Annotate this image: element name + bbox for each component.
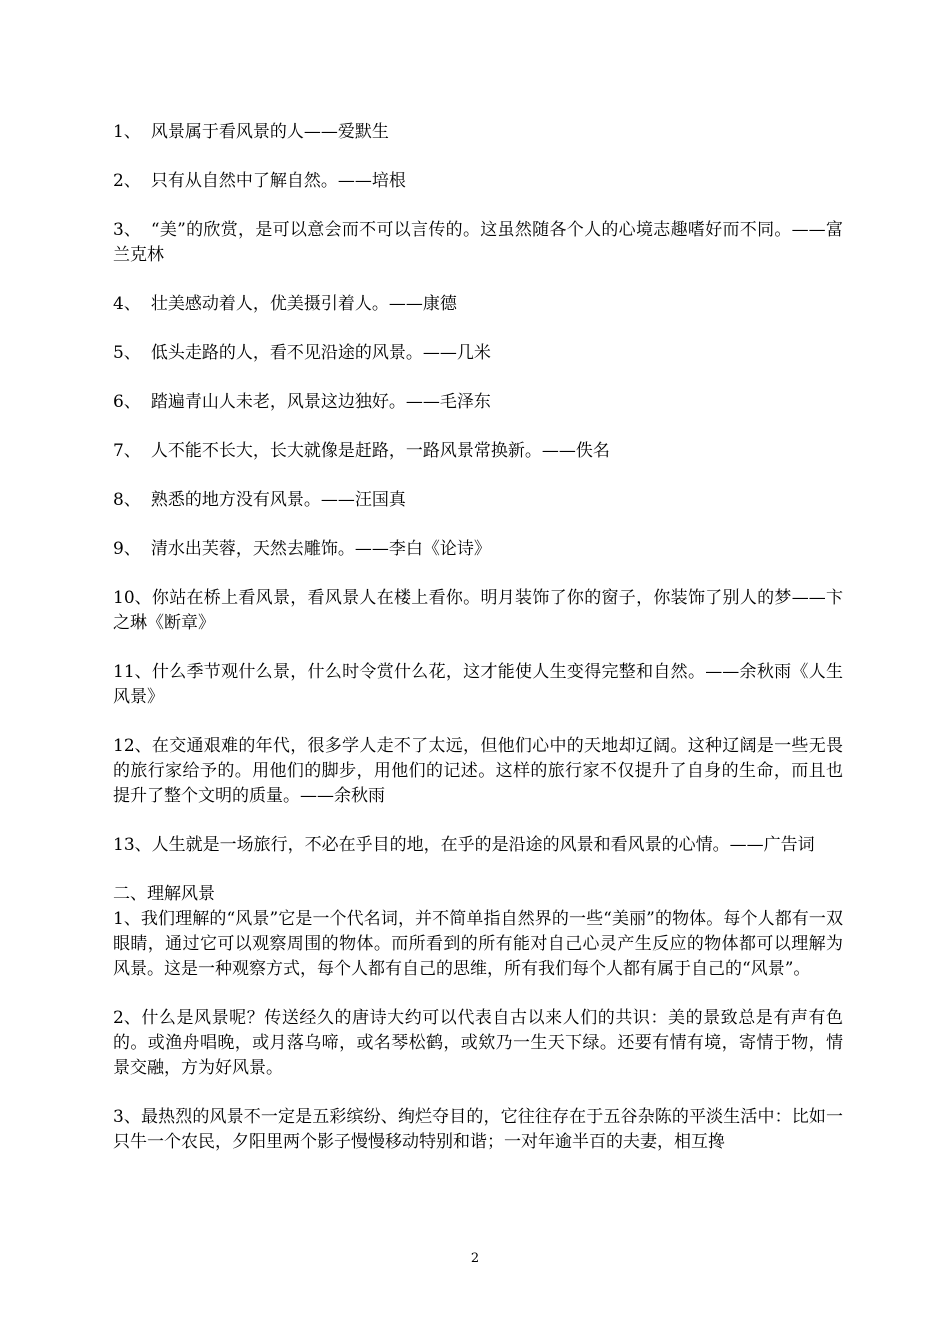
quote-item-number: 2、: [113, 171, 141, 191]
quote-item: [113, 390, 843, 415]
section-paragraph-text: 最热烈的风景不一定是五彩缤纷、绚烂夺目的，它往往存在于五谷杂陈的平淡生活中：比如一只牛一个农民，夕阳里两个影子慢慢移动特别和谐；一对年逾半百的夫妻，相互搀: [113, 1107, 843, 1152]
section-paragraph-number: 1、: [113, 909, 141, 929]
quote-item-number: 4、: [113, 294, 141, 314]
quote-item-text: “美”的欣赏，是可以意会而不可以言传的。这虽然随各个人的心境志趣嗜好而不同。——富兰克林: [113, 220, 843, 265]
quote-item-number: 9、: [113, 539, 141, 559]
quote-item-text: 风景属于看风景的人——爱默生: [150, 122, 389, 142]
quote-item-text: 只有从自然中了解自然。——培根: [150, 171, 406, 191]
quotes-list: [113, 120, 843, 858]
quote-item-number: 6、: [113, 392, 141, 412]
quote-item-text: 清水出芙蓉，天然去雕饰。——李白《论诗》: [150, 539, 491, 559]
quote-item: [113, 488, 843, 513]
quote-item: [113, 341, 843, 366]
section-paragraph-text: 我们理解的“风景”它是一个代名词，并不简单指自然界的一些“美丽”的物体。每个人都有一双眼睛，通过它可以观察周围的物体。而所看到的所有能对自己心灵产生反应的物体都可以理解为风景。这是一种观察方式，每个人都有自己的思维，所有我们每个人都有属于自己的“风景”。: [113, 909, 843, 979]
quote-item-text: 人生就是一场旅行，不必在乎目的地，在乎的是沿途的风景和看风景的心情。——广告词: [151, 835, 815, 855]
quote-item-text: 熟悉的地方没有风景。——汪国真: [150, 490, 406, 510]
quote-item: [113, 169, 843, 194]
quote-item-text: 人不能不长大，长大就像是赶路，一路风景常换新。——佚名: [150, 441, 610, 461]
quote-item: [113, 218, 843, 268]
quote-item-text: 低头走路的人，看不见沿途的风景。——几米: [150, 343, 491, 363]
quote-item: [113, 734, 843, 809]
quote-item-number: 10、: [113, 588, 152, 608]
quote-item-number: 11、: [113, 662, 152, 682]
quote-item-number: 13、: [113, 835, 152, 855]
quote-item-number: 3、: [113, 220, 141, 240]
quote-item: [113, 120, 843, 145]
quote-item: [113, 833, 843, 858]
quote-item: [113, 537, 843, 562]
section-paragraph: [113, 907, 843, 982]
quote-item: [113, 660, 843, 710]
quote-item-number: 7、: [113, 441, 141, 461]
quote-item: [113, 439, 843, 464]
quote-item: [113, 586, 843, 636]
section-paragraph: [113, 1105, 843, 1155]
quote-item-number: 1、: [113, 122, 141, 142]
section-paragraph-number: 3、: [113, 1107, 141, 1127]
quote-item-text: 踏遍青山人未老，风景这边独好。——毛泽东: [150, 392, 491, 412]
section-paragraph-number: 2、: [113, 1008, 141, 1028]
quote-item-number: 12、: [113, 736, 152, 756]
quote-item-text: 壮美感动着人，优美摄引着人。——康德: [150, 294, 457, 314]
quote-item: [113, 292, 843, 317]
quote-item-text: 你站在桥上看风景，看风景人在楼上看你。明月装饰了你的窗子，你装饰了别人的梦——卞之琳《断章》: [113, 588, 843, 633]
quote-item-number: 8、: [113, 490, 141, 510]
section-heading: 二、理解风景: [113, 884, 215, 904]
section-paragraph-text: 什么是风景呢？传送经久的唐诗大约可以代表自古以来人们的共识：美的景致总是有声有色的。或渔舟唱晚，或月落乌啼，或名琴松鹤，或欸乃一生天下绿。还要有情有境，寄情于物，情景交融，方为好风景。: [113, 1008, 843, 1078]
quote-item-text: 什么季节观什么景，什么时令赏什么花，这才能使人生变得完整和自然。——余秋雨《人生风景》: [113, 662, 843, 707]
section-paragraph: [113, 1006, 843, 1081]
section-items: [113, 907, 843, 1155]
quote-item-text: 在交通艰难的年代，很多学人走不了太远，但他们心中的天地却辽阔。这种辽阔是一些无畏的旅行家给予的。用他们的脚步，用他们的记述。这样的旅行家不仅提升了自身的生命，而且也提升了整个文明的质量。——余秋雨: [113, 736, 843, 806]
page-number: 2: [470, 1251, 480, 1266]
document-body: [113, 120, 843, 1179]
quote-item-number: 5、: [113, 343, 141, 363]
